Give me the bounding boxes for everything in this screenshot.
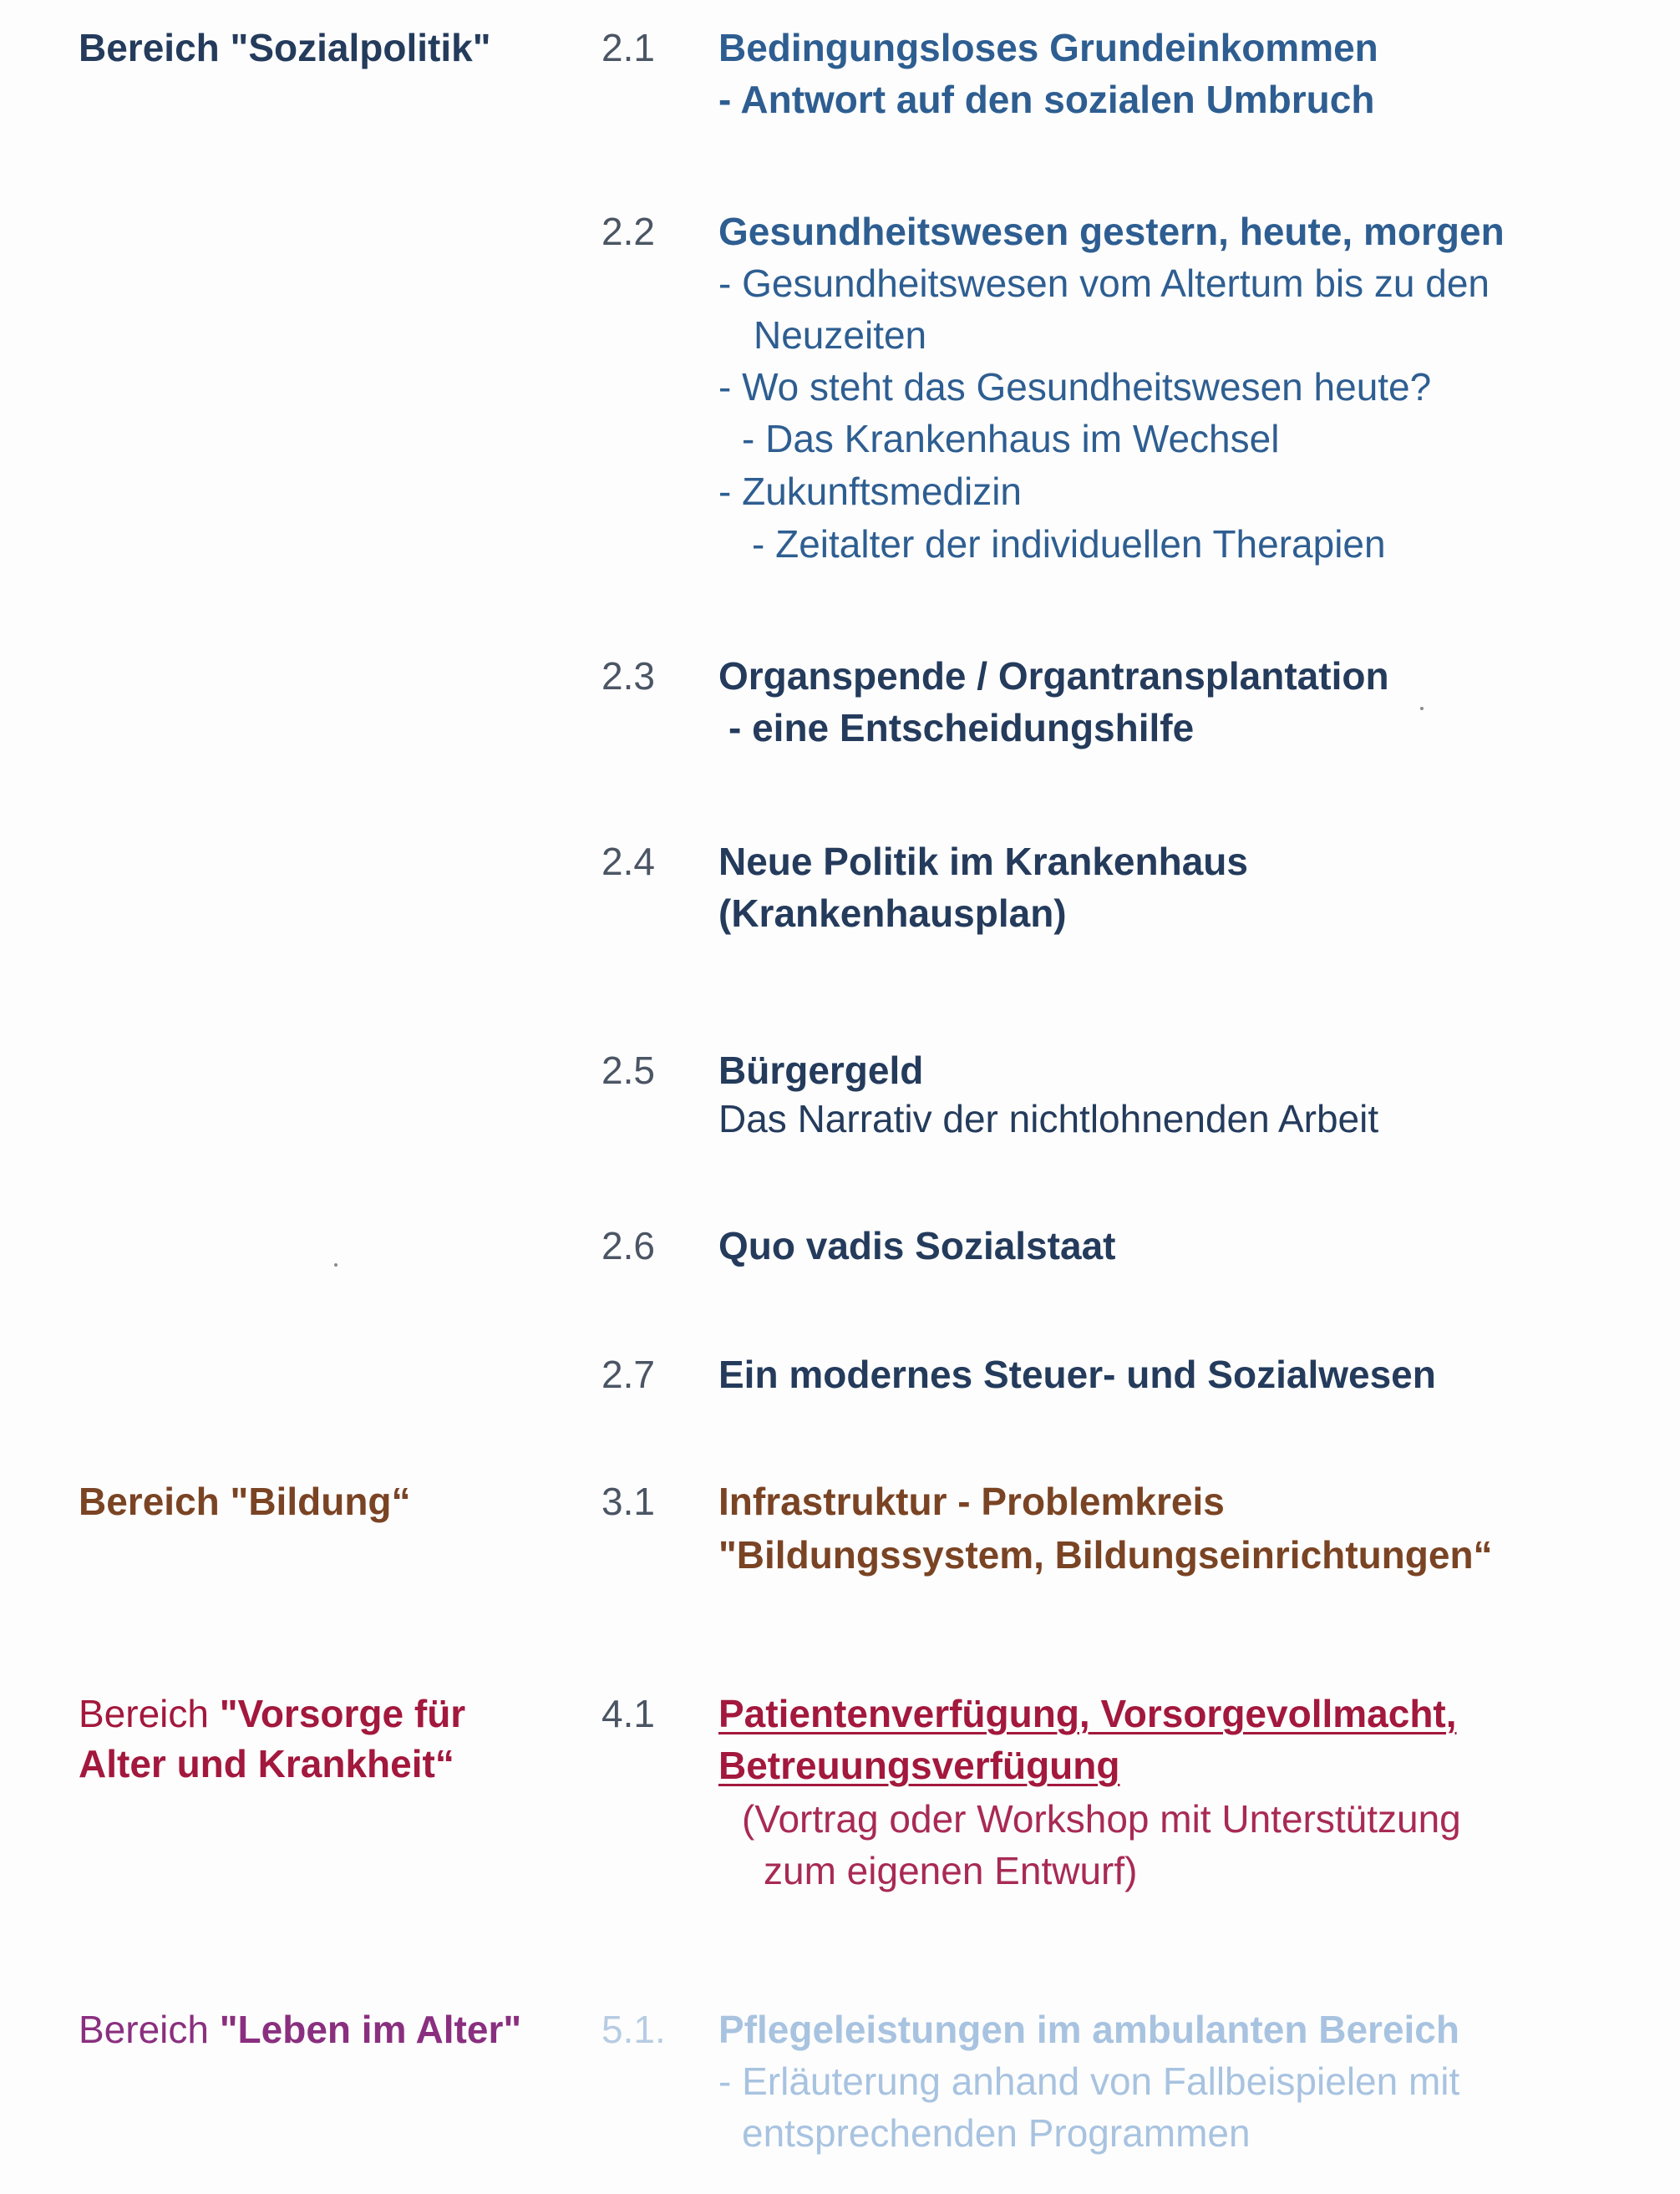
scan-speck — [334, 1263, 338, 1267]
item-title-2-1: Bedingungsloses Grundeinkommen — [718, 26, 1378, 69]
section-name: "Sozialpolitik" — [230, 26, 491, 69]
item-title-2-4: Neue Politik im Krankenhaus — [718, 840, 1248, 883]
item-line-5-1-1: - Erläuterung anhand von Fallbeispielen mit — [718, 2059, 1460, 2103]
section-name-line2: Alter und Krankheit“ — [79, 1742, 454, 1785]
section-label-leben — [79, 2004, 521, 2055]
item-title-2-3: Organspende / Organtransplantation — [718, 654, 1389, 698]
item-subtitle-3-1: "Bildungssystem, Bildungseinrichtungen“ — [718, 1533, 1493, 1577]
section-prefix: Bereich — [79, 26, 231, 69]
item-title-2-2: Gesundheitswesen gestern, heute, morgen — [718, 210, 1505, 253]
item-number-2-4: 2.4 — [601, 840, 655, 883]
section-name: "Leben im Alter" — [219, 2008, 522, 2051]
item-title-2-5: Bürgergeld — [718, 1049, 924, 1092]
section-name: "Bildung“ — [230, 1480, 411, 1523]
item-title-2-7: Ein modernes Steuer- und Sozialwesen — [718, 1353, 1436, 1396]
item-number-2-1: 2.1 — [601, 26, 655, 69]
section-name-line1: "Vorsorge für — [219, 1692, 466, 1735]
item-number-2-7: 2.7 — [601, 1353, 655, 1396]
item-number-5-1: 5.1. — [601, 2008, 666, 2051]
item-line-4-1-2: zum eigenen Entwurf) — [764, 1849, 1138, 1892]
section-prefix: Bereich — [79, 2008, 220, 2051]
item-line-2-2-2: Neuzeiten — [754, 313, 927, 357]
item-title-4-1-line1: Patientenverfügung, Vorsorgevollmacht, — [718, 1692, 1457, 1735]
item-line-2-2-1: - Gesundheitswesen vom Altertum bis zu den — [718, 262, 1490, 305]
item-title-4-1-line2: Betreuungsverfügung — [718, 1744, 1120, 1787]
section-label-sozialpolitik — [79, 22, 491, 74]
item-subtitle-2-4: (Krankenhausplan) — [718, 891, 1067, 935]
item-subtitle-2-3: - eine Entscheidungshilfe — [728, 706, 1195, 749]
section-label-bildung — [79, 1475, 411, 1527]
item-line-2-2-5: - Zukunftsmedizin — [718, 470, 1023, 513]
item-number-2-6: 2.6 — [601, 1224, 655, 1267]
item-line-5-1-2: entsprechenden Programmen — [742, 2111, 1251, 2155]
section-label-vorsorge — [79, 1688, 465, 1739]
section-prefix: Bereich — [79, 1480, 231, 1523]
item-title-3-1: Infrastruktur - Problemkreis — [718, 1480, 1225, 1523]
item-line-2-2-4: - Das Krankenhaus im Wechsel — [742, 417, 1280, 460]
item-subtitle-2-1: - Antwort auf den sozialen Umbruch — [718, 78, 1375, 121]
item-number-2-2: 2.2 — [601, 210, 655, 253]
item-line-2-2-3: - Wo steht das Gesundheitswesen heute? — [718, 365, 1432, 409]
item-number-3-1: 3.1 — [601, 1480, 655, 1523]
item-subtitle-2-5: Das Narrativ der nichtlohnenden Arbeit — [718, 1097, 1379, 1140]
item-number-2-5: 2.5 — [601, 1049, 655, 1092]
item-line-4-1-1: (Vortrag oder Workshop mit Unterstützung — [742, 1797, 1461, 1841]
section-prefix: Bereich — [79, 1692, 220, 1735]
item-line-2-2-6: - Zeitalter der individuellen Therapien — [752, 522, 1386, 566]
item-title-5-1: Pflegeleistungen im ambulanten Bereich — [718, 2008, 1459, 2051]
item-number-4-1: 4.1 — [601, 1692, 655, 1735]
item-title-2-6: Quo vadis Sozialstaat — [718, 1224, 1116, 1267]
scan-speck — [1420, 707, 1424, 710]
item-number-2-3: 2.3 — [601, 654, 655, 698]
